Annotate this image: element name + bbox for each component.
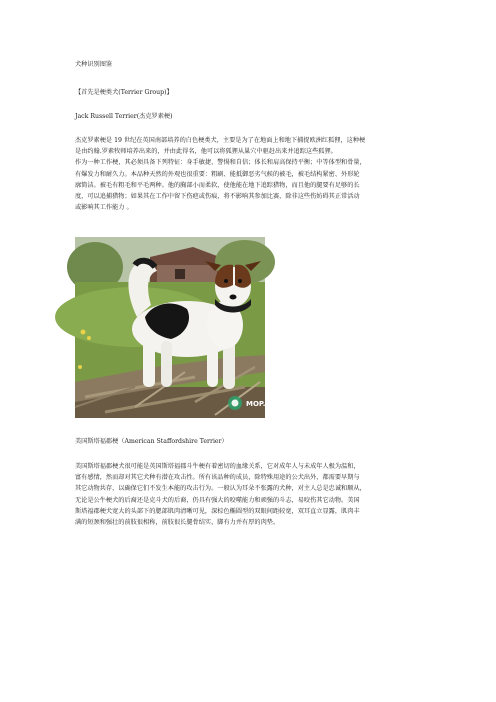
section-heading: 【首先是梗类犬(Terrier Group)】 [75,89,173,96]
watermark-text: MOP.COM [246,400,284,408]
paragraph-line: 度，可以追捕猎物；如果其在工作中留下伤疤或伤痕，将不影响其参加比赛，除非这些伤妨碍其正常活动 [75,193,360,201]
breed-description-jack-russell [75,135,425,213]
paragraph-line: 有爆发力和耐久力。本品种天然的外观也很重要：粗刷、能抵御恶劣气候的被毛，被毛结构紧密、外形轮 [75,170,360,178]
dog-photo [75,237,284,418]
paragraph-line: 斯塔福郡梗犬宽大的头部下的腮部肌肉清晰可见，深棕色椭圆型的双眼间距较宽，双耳直立显露，肌肉丰 [75,507,360,515]
breed-description-american-staffordshire [75,461,425,528]
paragraph-line: 廓简洁。被毛有粗毛和平毛两种。他的胸部小而柔软，使他能在地下追踪猎物，而且他的腿要有足够的长 [75,181,360,189]
paragraph-line: 或影响其工作能力 。 [75,204,133,212]
paragraph-line: 满的短颈和强壮的前肢很相称，前肢很长腿骨结实，脚有力并有厚的肉垫。 [75,519,280,527]
paragraph-line: 其它动物共存，以确保它们不发生本能的攻击行为。一般认为耳朵不张露的犬种，对主人总是忠诚和顺从， [75,485,366,493]
paragraph-line: 是由约翰.罗素牧师培养出来的，并由此得名，他可以将狐狸从巢穴中驱赶出来并追踪这些狐狸。 [75,148,337,156]
paragraph-line: 富有感情，然而却对其它犬种有潜在攻击性。所有该品种的成员，除特殊用途的公犬出外，都需要早期与 [75,474,360,482]
breed-name-jack-russell: Jack Russell Terrier(杰克罗素梗) [75,113,173,120]
breed-name-american-staffordshire: 美国斯塔福郡梗（American Staffordshire Terrier） [75,438,228,445]
paragraph-line: 美国斯塔福郡梗犬很可能是英国斯塔福郡斗牛梗有着密切的血缘关系，它对成年人与未成年人极为温和， [75,463,360,470]
paragraph-line: 作为一种工作梗，其必须具备下列特征：身手敏捷、警惕和自信；体长和肩高保持平衡；中等体型和骨量， [75,159,366,167]
paragraph-line: 杰克罗素梗是 19 世纪在英国南部培养的白色梗类犬，主要是为了在地面上和地下捕捉欧洲红狐狸，这种梗 [75,137,366,144]
document-title: 犬种识别图鉴 [75,61,113,68]
paragraph-line: 无论是公牛梗犬的后裔还是克斗犬的后裔，仍具有强大的咬噬能力和顽强的斗志，易咬伤其它动物。美国 [75,496,360,504]
